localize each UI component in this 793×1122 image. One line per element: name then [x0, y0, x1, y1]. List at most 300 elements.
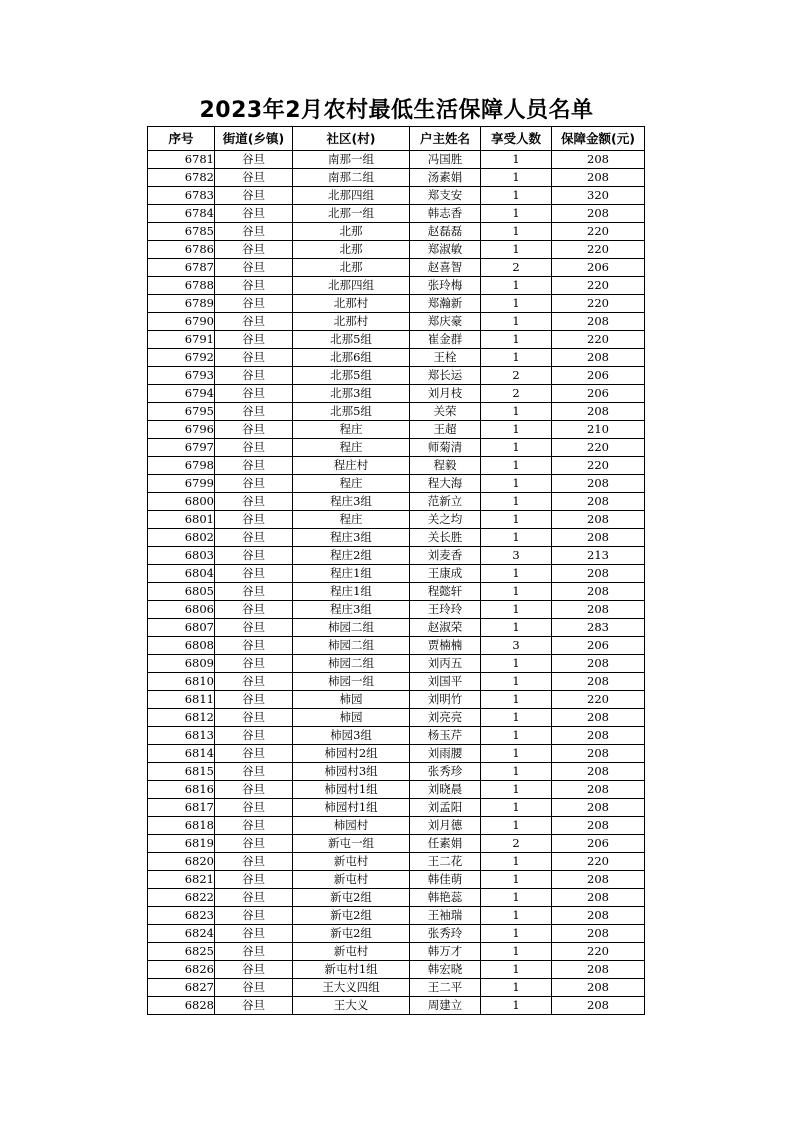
street-cell: 谷旦 [215, 745, 293, 763]
community-cell: 北那 [293, 259, 410, 277]
community-cell: 新屯村 [293, 871, 410, 889]
table-row [148, 835, 645, 853]
amount-cell: 220 [552, 943, 645, 961]
table-row [148, 475, 645, 493]
street-cell: 谷旦 [215, 169, 293, 187]
persons-cell: 1 [481, 961, 552, 979]
community-cell: 柿园 [293, 691, 410, 709]
amount-cell: 208 [552, 997, 645, 1015]
persons-cell: 1 [481, 601, 552, 619]
serial-cell: 6816 [148, 781, 215, 799]
street-cell: 谷旦 [215, 259, 293, 277]
street-cell: 谷旦 [215, 385, 293, 403]
community-cell: 北那村 [293, 295, 410, 313]
street-cell: 谷旦 [215, 403, 293, 421]
amount-cell: 206 [552, 637, 645, 655]
persons-cell: 1 [481, 799, 552, 817]
serial-cell: 6815 [148, 763, 215, 781]
community-cell: 程庄村 [293, 457, 410, 475]
persons-cell: 1 [481, 727, 552, 745]
householder-cell: 刘亮亮 [410, 709, 481, 727]
street-cell: 谷旦 [215, 781, 293, 799]
street-cell: 谷旦 [215, 475, 293, 493]
serial-cell: 6826 [148, 961, 215, 979]
table-row [148, 439, 645, 457]
column-header-persons: 享受人数 [481, 127, 552, 151]
street-cell: 谷旦 [215, 907, 293, 925]
householder-cell: 张秀珍 [410, 763, 481, 781]
community-cell: 柿园二组 [293, 637, 410, 655]
householder-cell: 王康成 [410, 565, 481, 583]
householder-cell: 张玲梅 [410, 277, 481, 295]
householder-cell: 任素娟 [410, 835, 481, 853]
table-header-row [148, 127, 645, 151]
serial-cell: 6781 [148, 151, 215, 169]
amount-cell: 208 [552, 475, 645, 493]
serial-cell: 6828 [148, 997, 215, 1015]
serial-cell: 6787 [148, 259, 215, 277]
householder-cell: 程懿轩 [410, 583, 481, 601]
persons-cell: 1 [481, 169, 552, 187]
amount-cell: 208 [552, 403, 645, 421]
community-cell: 程庄1组 [293, 565, 410, 583]
table-row [148, 169, 645, 187]
amount-cell: 206 [552, 259, 645, 277]
householder-cell: 贾楠楠 [410, 637, 481, 655]
community-cell: 程庄3组 [293, 493, 410, 511]
householder-cell: 程毅 [410, 457, 481, 475]
street-cell: 谷旦 [215, 493, 293, 511]
street-cell: 谷旦 [215, 367, 293, 385]
table-row [148, 241, 645, 259]
serial-cell: 6806 [148, 601, 215, 619]
householder-cell: 崔金群 [410, 331, 481, 349]
persons-cell: 1 [481, 979, 552, 997]
persons-cell: 1 [481, 655, 552, 673]
beneficiary-table [147, 126, 645, 1015]
serial-cell: 6795 [148, 403, 215, 421]
table-row [148, 421, 645, 439]
serial-cell: 6819 [148, 835, 215, 853]
persons-cell: 2 [481, 367, 552, 385]
street-cell: 谷旦 [215, 817, 293, 835]
persons-cell: 1 [481, 853, 552, 871]
amount-cell: 208 [552, 871, 645, 889]
street-cell: 谷旦 [215, 457, 293, 475]
table-row [148, 763, 645, 781]
amount-cell: 320 [552, 187, 645, 205]
householder-cell: 刘孟阳 [410, 799, 481, 817]
table-row [148, 403, 645, 421]
street-cell: 谷旦 [215, 151, 293, 169]
table-row [148, 313, 645, 331]
serial-cell: 6785 [148, 223, 215, 241]
serial-cell: 6810 [148, 673, 215, 691]
serial-cell: 6822 [148, 889, 215, 907]
householder-cell: 郑瀚新 [410, 295, 481, 313]
persons-cell: 3 [481, 547, 552, 565]
persons-cell: 1 [481, 943, 552, 961]
table-row [148, 781, 645, 799]
serial-cell: 6812 [148, 709, 215, 727]
persons-cell: 1 [481, 241, 552, 259]
amount-cell: 213 [552, 547, 645, 565]
table-row [148, 385, 645, 403]
householder-cell: 郑庆豪 [410, 313, 481, 331]
amount-cell: 208 [552, 979, 645, 997]
amount-cell: 208 [552, 529, 645, 547]
community-cell: 柿园村2组 [293, 745, 410, 763]
column-header-householder: 户主姓名 [410, 127, 481, 151]
persons-cell: 1 [481, 439, 552, 457]
table-row [148, 277, 645, 295]
householder-cell: 王栓 [410, 349, 481, 367]
street-cell: 谷旦 [215, 313, 293, 331]
table-row [148, 511, 645, 529]
column-header-street: 街道(乡镇) [215, 127, 293, 151]
amount-cell: 283 [552, 619, 645, 637]
householder-cell: 师菊清 [410, 439, 481, 457]
column-header-serial: 序号 [148, 127, 215, 151]
table-row [148, 223, 645, 241]
serial-cell: 6801 [148, 511, 215, 529]
persons-cell: 1 [481, 745, 552, 763]
serial-cell: 6803 [148, 547, 215, 565]
serial-cell: 6791 [148, 331, 215, 349]
amount-cell: 208 [552, 169, 645, 187]
persons-cell: 1 [481, 277, 552, 295]
amount-cell: 208 [552, 727, 645, 745]
serial-cell: 6820 [148, 853, 215, 871]
persons-cell: 2 [481, 259, 552, 277]
table-row [148, 817, 645, 835]
table-row [148, 709, 645, 727]
street-cell: 谷旦 [215, 421, 293, 439]
amount-cell: 208 [552, 745, 645, 763]
householder-cell: 郑支安 [410, 187, 481, 205]
amount-cell: 208 [552, 709, 645, 727]
table-row [148, 871, 645, 889]
amount-cell: 208 [552, 907, 645, 925]
table-body [148, 151, 645, 1015]
serial-cell: 6813 [148, 727, 215, 745]
persons-cell: 1 [481, 763, 552, 781]
street-cell: 谷旦 [215, 727, 293, 745]
amount-cell: 220 [552, 331, 645, 349]
street-cell: 谷旦 [215, 673, 293, 691]
householder-cell: 程大海 [410, 475, 481, 493]
table-row [148, 691, 645, 709]
householder-cell: 王二平 [410, 979, 481, 997]
community-cell: 柿园村1组 [293, 799, 410, 817]
amount-cell: 208 [552, 961, 645, 979]
householder-cell: 韩艳蕊 [410, 889, 481, 907]
householder-cell: 郑淑敏 [410, 241, 481, 259]
serial-cell: 6796 [148, 421, 215, 439]
table-row [148, 727, 645, 745]
community-cell: 柿园 [293, 709, 410, 727]
amount-cell: 208 [552, 493, 645, 511]
householder-cell: 赵磊磊 [410, 223, 481, 241]
amount-cell: 208 [552, 205, 645, 223]
community-cell: 北那6组 [293, 349, 410, 367]
persons-cell: 1 [481, 205, 552, 223]
table-row [148, 943, 645, 961]
persons-cell: 1 [481, 529, 552, 547]
column-header-community: 社区(村) [293, 127, 410, 151]
column-header-amount: 保障金额(元) [552, 127, 645, 151]
table-row [148, 187, 645, 205]
serial-cell: 6821 [148, 871, 215, 889]
householder-cell: 范新立 [410, 493, 481, 511]
table-row [148, 583, 645, 601]
serial-cell: 6827 [148, 979, 215, 997]
street-cell: 谷旦 [215, 583, 293, 601]
table-row [148, 745, 645, 763]
street-cell: 谷旦 [215, 331, 293, 349]
table-row [148, 547, 645, 565]
serial-cell: 6825 [148, 943, 215, 961]
amount-cell: 208 [552, 583, 645, 601]
community-cell: 新屯一组 [293, 835, 410, 853]
street-cell: 谷旦 [215, 853, 293, 871]
community-cell: 北那5组 [293, 403, 410, 421]
amount-cell: 208 [552, 889, 645, 907]
serial-cell: 6808 [148, 637, 215, 655]
street-cell: 谷旦 [215, 439, 293, 457]
serial-cell: 6788 [148, 277, 215, 295]
amount-cell: 220 [552, 439, 645, 457]
community-cell: 柿园3组 [293, 727, 410, 745]
street-cell: 谷旦 [215, 547, 293, 565]
street-cell: 谷旦 [215, 997, 293, 1015]
street-cell: 谷旦 [215, 529, 293, 547]
serial-cell: 6817 [148, 799, 215, 817]
table-row [148, 961, 645, 979]
persons-cell: 2 [481, 385, 552, 403]
community-cell: 程庄3组 [293, 601, 410, 619]
street-cell: 谷旦 [215, 943, 293, 961]
householder-cell: 王超 [410, 421, 481, 439]
householder-cell: 刘晓晨 [410, 781, 481, 799]
serial-cell: 6793 [148, 367, 215, 385]
table-row [148, 205, 645, 223]
community-cell: 南那一组 [293, 151, 410, 169]
table-row [148, 889, 645, 907]
serial-cell: 6804 [148, 565, 215, 583]
persons-cell: 1 [481, 475, 552, 493]
amount-cell: 208 [552, 313, 645, 331]
householder-cell: 关之均 [410, 511, 481, 529]
persons-cell: 1 [481, 331, 552, 349]
community-cell: 柿园村3组 [293, 763, 410, 781]
table-row [148, 997, 645, 1015]
street-cell: 谷旦 [215, 799, 293, 817]
community-cell: 柿园村1组 [293, 781, 410, 799]
street-cell: 谷旦 [215, 511, 293, 529]
community-cell: 王大义四组 [293, 979, 410, 997]
persons-cell: 1 [481, 619, 552, 637]
householder-cell: 王二花 [410, 853, 481, 871]
householder-cell: 关荣 [410, 403, 481, 421]
page-title: 2023年2月农村最低生活保障人员名单 [199, 98, 594, 123]
community-cell: 程庄 [293, 421, 410, 439]
street-cell: 谷旦 [215, 277, 293, 295]
community-cell: 新屯2组 [293, 907, 410, 925]
community-cell: 柿园村 [293, 817, 410, 835]
table-row [148, 349, 645, 367]
amount-cell: 208 [552, 763, 645, 781]
amount-cell: 220 [552, 691, 645, 709]
householder-cell: 韩宏晓 [410, 961, 481, 979]
table-row [148, 151, 645, 169]
householder-cell: 周建立 [410, 997, 481, 1015]
amount-cell: 220 [552, 223, 645, 241]
householder-cell: 王袖瑞 [410, 907, 481, 925]
amount-cell: 220 [552, 241, 645, 259]
community-cell: 南那二组 [293, 169, 410, 187]
householder-cell: 刘明竹 [410, 691, 481, 709]
serial-cell: 6800 [148, 493, 215, 511]
amount-cell: 220 [552, 853, 645, 871]
amount-cell: 208 [552, 511, 645, 529]
street-cell: 谷旦 [215, 835, 293, 853]
community-cell: 新屯村 [293, 853, 410, 871]
table-row [148, 331, 645, 349]
householder-cell: 张秀玲 [410, 925, 481, 943]
serial-cell: 6790 [148, 313, 215, 331]
street-cell: 谷旦 [215, 709, 293, 727]
serial-cell: 6802 [148, 529, 215, 547]
street-cell: 谷旦 [215, 979, 293, 997]
householder-cell: 赵喜智 [410, 259, 481, 277]
street-cell: 谷旦 [215, 925, 293, 943]
community-cell: 北那5组 [293, 331, 410, 349]
serial-cell: 6797 [148, 439, 215, 457]
street-cell: 谷旦 [215, 763, 293, 781]
serial-cell: 6824 [148, 925, 215, 943]
serial-cell: 6818 [148, 817, 215, 835]
amount-cell: 208 [552, 925, 645, 943]
community-cell: 北那村 [293, 313, 410, 331]
community-cell: 程庄 [293, 511, 410, 529]
community-cell: 北那3组 [293, 385, 410, 403]
street-cell: 谷旦 [215, 349, 293, 367]
serial-cell: 6823 [148, 907, 215, 925]
table-row [148, 853, 645, 871]
street-cell: 谷旦 [215, 961, 293, 979]
persons-cell: 1 [481, 997, 552, 1015]
persons-cell: 1 [481, 817, 552, 835]
table-row [148, 295, 645, 313]
amount-cell: 206 [552, 835, 645, 853]
serial-cell: 6782 [148, 169, 215, 187]
householder-cell: 冯国胜 [410, 151, 481, 169]
persons-cell: 1 [481, 493, 552, 511]
table-row [148, 673, 645, 691]
table-row [148, 619, 645, 637]
amount-cell: 208 [552, 781, 645, 799]
community-cell: 北那 [293, 241, 410, 259]
community-cell: 新屯2组 [293, 889, 410, 907]
serial-cell: 6798 [148, 457, 215, 475]
table-row [148, 493, 645, 511]
amount-cell: 210 [552, 421, 645, 439]
street-cell: 谷旦 [215, 619, 293, 637]
persons-cell: 1 [481, 457, 552, 475]
persons-cell: 1 [481, 925, 552, 943]
amount-cell: 208 [552, 601, 645, 619]
householder-cell: 赵淑荣 [410, 619, 481, 637]
community-cell: 北那5组 [293, 367, 410, 385]
community-cell: 柿园一组 [293, 673, 410, 691]
community-cell: 程庄 [293, 475, 410, 493]
householder-cell: 韩志香 [410, 205, 481, 223]
street-cell: 谷旦 [215, 565, 293, 583]
table-row [148, 259, 645, 277]
street-cell: 谷旦 [215, 205, 293, 223]
serial-cell: 6783 [148, 187, 215, 205]
serial-cell: 6805 [148, 583, 215, 601]
persons-cell: 1 [481, 511, 552, 529]
persons-cell: 1 [481, 709, 552, 727]
community-cell: 程庄 [293, 439, 410, 457]
community-cell: 北那四组 [293, 187, 410, 205]
persons-cell: 2 [481, 835, 552, 853]
amount-cell: 208 [552, 817, 645, 835]
persons-cell: 1 [481, 889, 552, 907]
community-cell: 新屯村1组 [293, 961, 410, 979]
householder-cell: 杨玉芹 [410, 727, 481, 745]
amount-cell: 220 [552, 457, 645, 475]
householder-cell: 郑长运 [410, 367, 481, 385]
serial-cell: 6784 [148, 205, 215, 223]
community-cell: 北那一组 [293, 205, 410, 223]
street-cell: 谷旦 [215, 637, 293, 655]
amount-cell: 206 [552, 385, 645, 403]
street-cell: 谷旦 [215, 187, 293, 205]
community-cell: 柿园二组 [293, 619, 410, 637]
serial-cell: 6786 [148, 241, 215, 259]
persons-cell: 1 [481, 187, 552, 205]
persons-cell: 1 [481, 223, 552, 241]
householder-cell: 刘雨腰 [410, 745, 481, 763]
table-row [148, 799, 645, 817]
community-cell: 新屯2组 [293, 925, 410, 943]
persons-cell: 1 [481, 151, 552, 169]
street-cell: 谷旦 [215, 655, 293, 673]
householder-cell: 刘月枝 [410, 385, 481, 403]
table-row [148, 925, 645, 943]
householder-cell: 王玲玲 [410, 601, 481, 619]
street-cell: 谷旦 [215, 889, 293, 907]
persons-cell: 1 [481, 691, 552, 709]
street-cell: 谷旦 [215, 691, 293, 709]
householder-cell: 刘月德 [410, 817, 481, 835]
householder-cell: 汤素娟 [410, 169, 481, 187]
persons-cell: 1 [481, 781, 552, 799]
street-cell: 谷旦 [215, 223, 293, 241]
community-cell: 柿园二组 [293, 655, 410, 673]
persons-cell: 1 [481, 403, 552, 421]
table-row [148, 457, 645, 475]
persons-cell: 1 [481, 583, 552, 601]
community-cell: 新屯村 [293, 943, 410, 961]
persons-cell: 1 [481, 565, 552, 583]
serial-cell: 6792 [148, 349, 215, 367]
householder-cell: 韩佳萌 [410, 871, 481, 889]
householder-cell: 刘国平 [410, 673, 481, 691]
